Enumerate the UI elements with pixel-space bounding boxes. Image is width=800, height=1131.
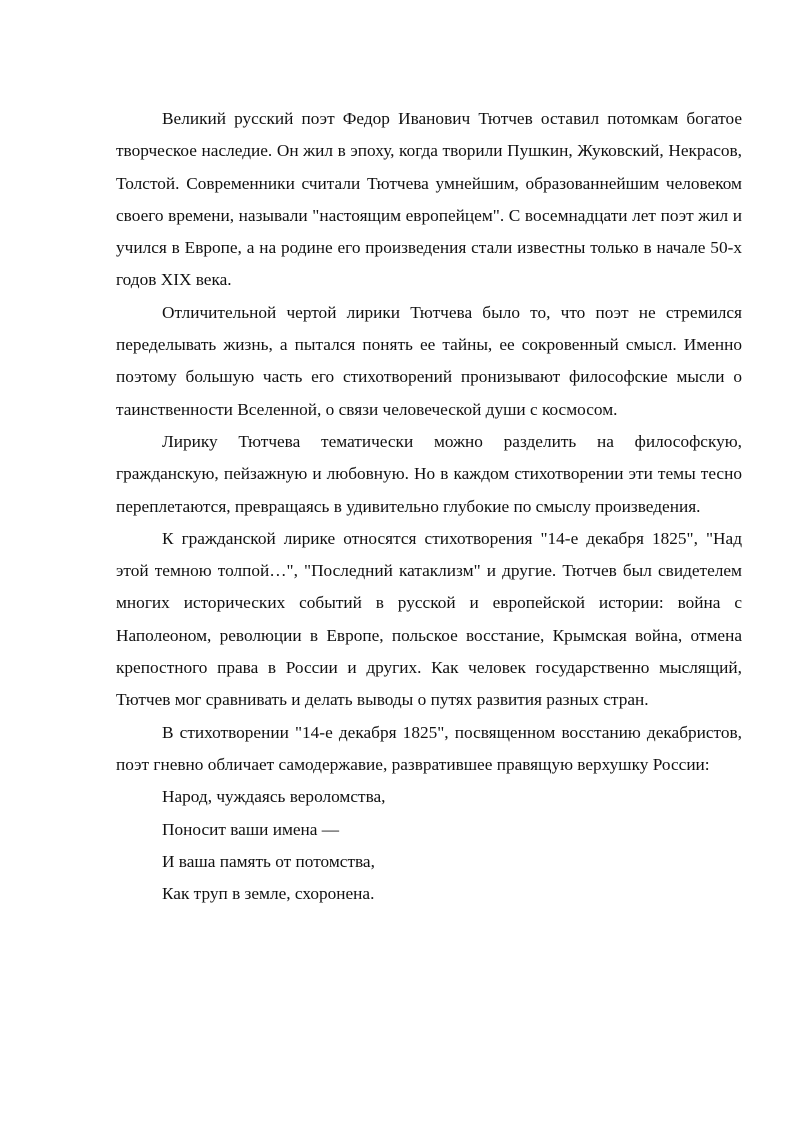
poem-line: Как труп в земле, схоронена. [162,884,375,904]
paragraph-lyric-feature: Отличительной чертой лирики Тютчева было то, что поэт не стремился переделывать жизнь, а пытался понять ее тайны, ее сокровенный смысл. Именно поэтому большую часть его стихотворений пронизывают философские мысли о таинственности Вселенной, о связи человеческой души с космосом. [116,302,742,419]
paragraph-intro: Великий русский поэт Федор Иванович Тютчев оставил потомкам богатое творческое наследие. Он жил в эпоху, когда творили Пушкин, Жуковский, Некрасов, Толстой. Современники считали Тютчева умнейшим, образованнейшим человеком своего времени, называли "настоящим европейцем". С восемнадцати лет поэт жил и учился в Европе, а на родине его произведения стали известны только в начале 50-х годов XIX века. [116,109,742,290]
poem-line: Народ, чуждаясь вероломства, [162,787,386,807]
poem-line: Поносит ваши имена — [162,819,340,839]
paragraph-lyric-themes: Лирику Тютчева тематически можно разделить на философскую, гражданскую, пейзажную и любовную. Но в каждом стихотворении эти темы тесно переплетаются, превращаясь в удивительно глубокие по смыслу произведения. [116,431,742,516]
paragraph-civic-lyric: К гражданской лирике относятся стихотворения "14-е декабря 1825", "Над этой темною толпой…", "Последний катаклизм" и другие. Тютчев был свидетелем многих исторических событий в русской и европейской истории: война с Наполеоном, революции в Европе, польское восстание, Крымская война, отмена крепостного права в России и других. Как человек государственно мыслящий, Тютчев мог сравнивать и делать выводы о путях развития разных стран. [116,528,742,710]
poem-line: И ваша память от потомства, [162,851,375,871]
document-page [116,103,742,910]
paragraph-december-poem: В стихотворении "14-е декабря 1825", посвященном восстанию декабристов, поэт гневно обличает самодержавие, развратившее правящую верхушку России: [116,722,742,774]
poem-quote [116,781,742,910]
